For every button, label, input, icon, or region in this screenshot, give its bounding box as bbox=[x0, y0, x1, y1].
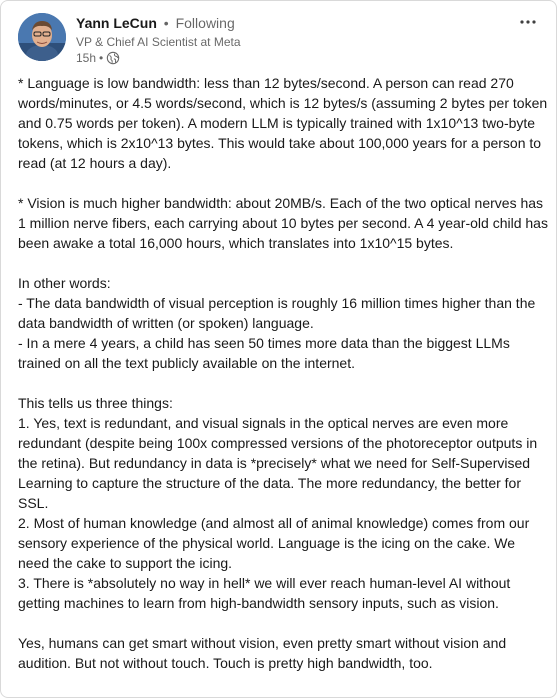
avatar[interactable] bbox=[18, 13, 66, 61]
list-item: - The data bandwidth of visual perception is roughly 16 million times higher than the data bandwidth of written (or spoken) language. bbox=[18, 295, 536, 331]
post-body bbox=[18, 73, 548, 693]
paragraph-text: * Vision is much higher bandwidth: about 20MB/s. Each of the two optical nerves has 1 million nerve fibers, each carrying about 10 bytes per second. A 4 year-old child has been awake a total 16,000 hours, which translates into 1x10^15 bytes. bbox=[18, 195, 548, 251]
paragraph-three-things bbox=[18, 393, 548, 613]
paragraph-vision-bandwidth bbox=[18, 193, 548, 253]
paragraph-heading: In other words: bbox=[18, 275, 111, 291]
more-options-button[interactable] bbox=[514, 10, 542, 32]
list-item: - In a mere 4 years, a child has seen 50 times more data than the biggest LLMs trained on all the text publicly available on the internet. bbox=[18, 335, 510, 371]
author-line bbox=[76, 14, 235, 32]
paragraph-in-other-words bbox=[18, 273, 548, 373]
list-item: 3. There is *absolutely no way in hell* we will ever reach human-level AI without getting machines to learn from high-bandwidth sensory inputs, such as vision. bbox=[18, 575, 511, 611]
author-name[interactable]: Yann LeCun bbox=[76, 15, 157, 31]
post-meta bbox=[76, 50, 120, 66]
globe-icon bbox=[106, 51, 120, 65]
paragraph-touch bbox=[18, 633, 548, 673]
author-headline: VP & Chief AI Scientist at Meta bbox=[76, 35, 241, 49]
paragraph-language-bandwidth bbox=[18, 73, 548, 173]
post-timestamp: 15h bbox=[76, 51, 97, 65]
ellipsis-icon bbox=[519, 12, 537, 30]
list-item: 1. Yes, text is redundant, and visual signals in the optical nerves are even more redundant (despite being 100x compressed versions of the photoreceptor outputs in the retina). But redundancy in data is *precisely* what we need for Self-Supervised Learning to capture the structure of the data. The more redundancy, the better for SSL. bbox=[18, 415, 538, 511]
post-header bbox=[1, 1, 556, 69]
avatar-image bbox=[18, 13, 66, 61]
paragraph-text: * Language is low bandwidth: less than 12 bytes/second. A person can read 270 words/minutes, or 4.5 words/second, which is 12 bytes/s (assuming 2 bytes per token and 0.75 words per token). A modern LLM is typically trained with 1x10^13 two-byte tokens, which is 2x10^13 bytes. This would take about 100,000 years for a person to read (at 12 hours a day). bbox=[18, 75, 548, 171]
follow-status: Following bbox=[175, 15, 235, 31]
list-item: 2. Most of human knowledge (and almost all of animal knowledge) comes from our sensory experience of the physical world. Language is the icing on the cake. We need the cake to support the icing. bbox=[18, 515, 530, 571]
paragraph-heading: This tells us three things: bbox=[18, 395, 173, 411]
paragraph-text: Yes, humans can get smart without vision, even pretty smart without vision and audition. But not without touch. Touch is pretty high bandwidth, too. bbox=[18, 635, 507, 671]
separator-dot: • bbox=[99, 51, 104, 65]
separator-dot: • bbox=[163, 15, 169, 31]
